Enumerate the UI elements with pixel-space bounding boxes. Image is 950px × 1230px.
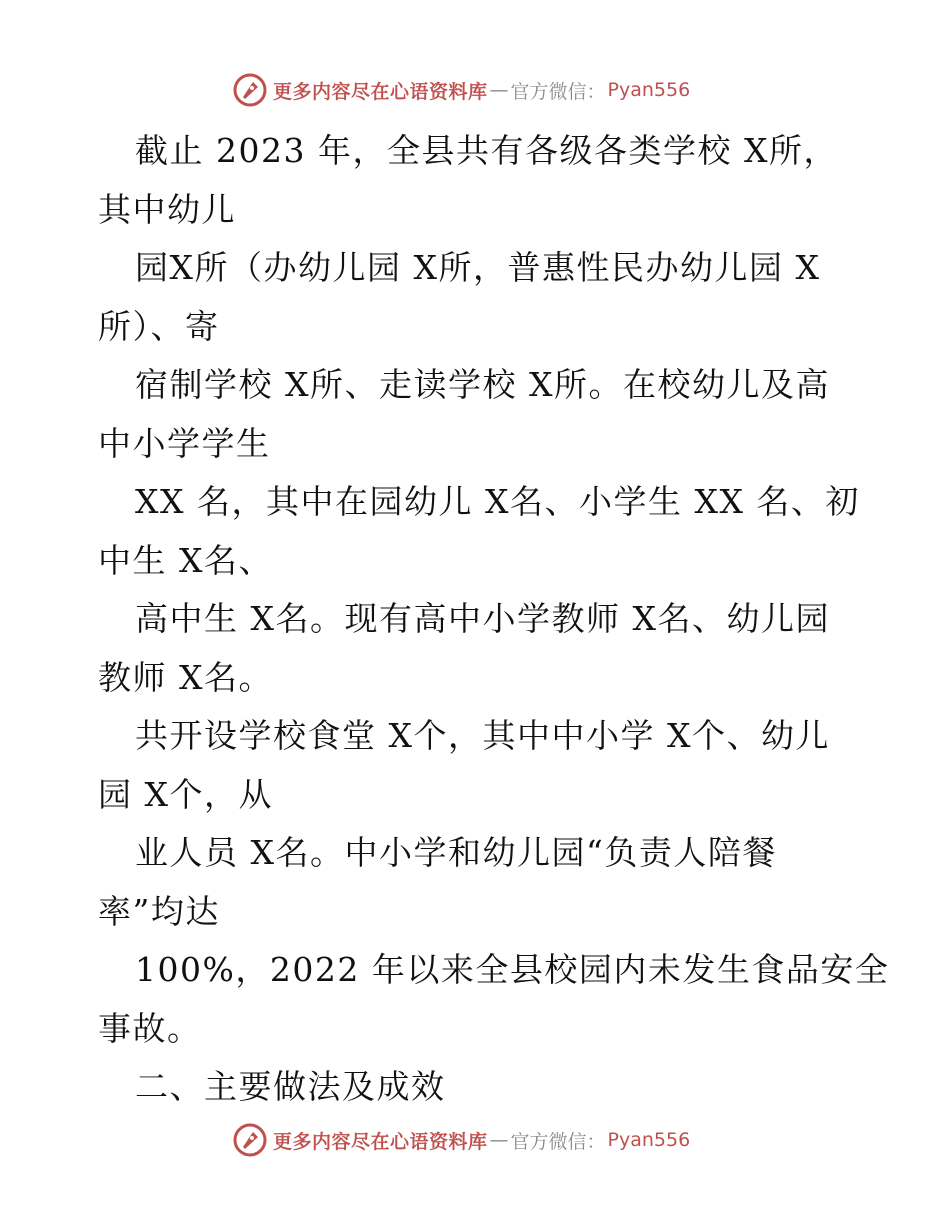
watermark-separator: —	[489, 79, 509, 101]
paragraph-line: 业人员 X名。中小学和幼儿园“负责人陪餐	[135, 833, 777, 872]
pen-nib-logo-icon	[233, 1123, 267, 1157]
watermark-official-label: 官方微信：	[510, 80, 606, 103]
paragraph-line: 事故。	[98, 1008, 202, 1048]
header-watermark	[233, 72, 690, 108]
pen-nib-logo-icon	[233, 73, 267, 107]
watermark-wechat-id: Pyan556	[607, 1129, 691, 1151]
paragraph-line: 共开设学校食堂 X个，其中中小学 X个、幼儿	[135, 716, 830, 755]
paragraph-line: XX 名，其中在园幼儿 X名、小学生 XX 名、初	[135, 482, 860, 521]
paragraph-line: 截止 2023 年，全县共有各级各类学校 X所，	[135, 131, 838, 170]
section-heading: 二、主要做法及成效	[135, 1067, 446, 1106]
paragraph-line: 所）、寄	[98, 306, 220, 346]
paragraph-line: 率”均达	[98, 891, 220, 931]
paragraph-line: 教师 X名。	[98, 657, 273, 697]
paragraph-line: 园 X个，从	[98, 774, 273, 814]
paragraph-line: 中生 X名、	[98, 540, 273, 580]
paragraph-line: 中小学学生	[98, 423, 271, 463]
paragraph-line: 其中幼儿	[98, 189, 236, 229]
watermark-official-label: 官方微信：	[510, 1130, 606, 1153]
footer-watermark	[233, 1122, 690, 1158]
paragraph-line: 高中生 X名。现有高中小学教师 X名、幼儿园	[135, 599, 830, 638]
watermark-separator: —	[489, 1129, 509, 1151]
paragraph-line: 100%，2022 年以来全县校园内未发生食品安全	[135, 950, 890, 989]
paragraph-line: 园X所（办幼儿园 X所，普惠性民办幼儿园 X	[135, 248, 821, 287]
document-body	[98, 122, 890, 1117]
watermark-site-text: 更多内容尽在心语资料库	[273, 1130, 488, 1153]
watermark-wechat-id: Pyan556	[607, 79, 691, 101]
watermark-site-text: 更多内容尽在心语资料库	[273, 80, 488, 103]
paragraph-line: 宿制学校 X所、走读学校 X所。在校幼儿及高	[135, 365, 830, 404]
